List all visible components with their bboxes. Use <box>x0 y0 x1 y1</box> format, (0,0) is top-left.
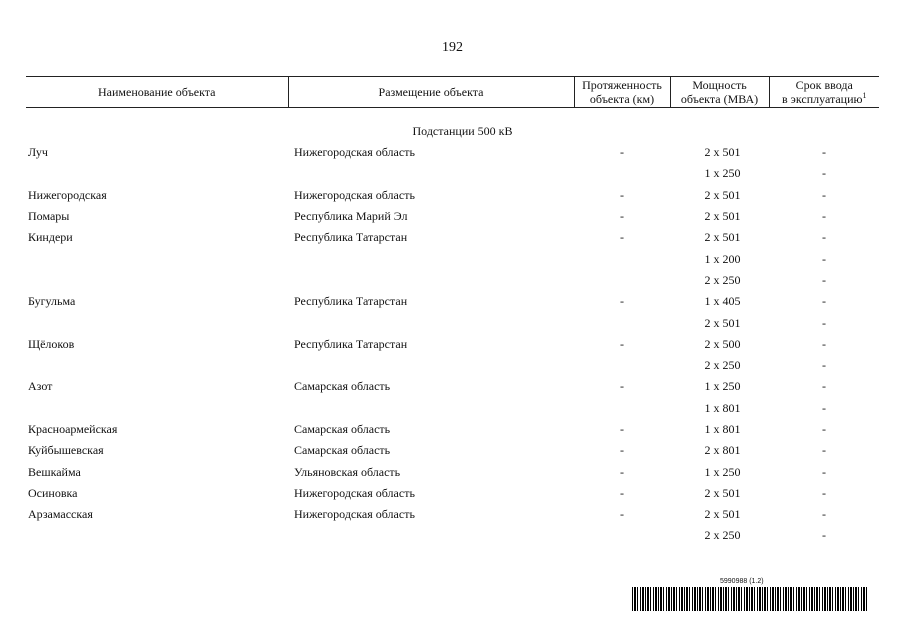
table-row <box>26 419 879 440</box>
cell-power: 2 х 801 <box>704 443 741 458</box>
cell-placement <box>288 248 574 269</box>
cell-term: - <box>822 315 826 330</box>
cell-placement <box>288 270 574 291</box>
section-title: Подстанции 500 кВ <box>412 123 513 138</box>
table-row <box>26 398 879 419</box>
cell-power: 2 х 250 <box>704 358 741 373</box>
header-power: Мощность объекта (МВА) <box>670 77 769 108</box>
spacer-row <box>26 108 879 121</box>
cell-name: Помары <box>28 209 70 224</box>
table-row <box>26 525 879 546</box>
barcode-bars <box>632 587 868 611</box>
cell-power: 1 х 405 <box>704 294 741 309</box>
cell-placement: Нижегородская область <box>294 485 415 500</box>
cell-placement <box>288 163 574 184</box>
table-row <box>26 334 879 355</box>
cell-term: - <box>822 443 826 458</box>
barcode-label: 5990988 (1.2) <box>720 578 764 585</box>
cell-name: Куйбышевская <box>28 443 104 458</box>
cell-placement: Нижегородская область <box>294 507 415 522</box>
cell-term: - <box>822 464 826 479</box>
cell-term: - <box>822 379 826 394</box>
cell-name: Азот <box>28 379 53 394</box>
cell-power: 2 х 501 <box>704 145 741 160</box>
cell-term: - <box>822 145 826 160</box>
substations-table-container <box>26 76 879 547</box>
cell-name <box>26 398 288 419</box>
cell-power: 1 х 801 <box>704 422 741 436</box>
table-row <box>26 355 879 376</box>
cell-name <box>26 312 288 333</box>
cell-term: - <box>822 485 826 500</box>
cell-power: 1 х 801 <box>704 400 741 415</box>
cell-power: 1 х 200 <box>704 251 741 266</box>
cell-length: - <box>620 485 624 500</box>
cell-placement: Самарская область <box>294 443 391 458</box>
cell-name: Киндери <box>28 230 73 245</box>
table-row <box>26 504 879 525</box>
section-row <box>26 120 879 142</box>
barcode <box>632 578 868 614</box>
table-row <box>26 461 879 482</box>
cell-term: - <box>822 209 826 224</box>
cell-length: - <box>620 422 624 436</box>
cell-term: - <box>822 294 826 309</box>
cell-term: - <box>822 507 826 522</box>
cell-name <box>26 163 288 184</box>
header-placement: Размещение объекта <box>288 77 574 108</box>
page-number: 192 <box>442 40 463 55</box>
cell-power: 2 х 500 <box>704 336 741 351</box>
cell-power: 2 х 501 <box>704 187 741 202</box>
table-row <box>26 142 879 163</box>
cell-placement: Самарская область <box>294 379 391 394</box>
header-name: Наименование объекта <box>26 77 288 108</box>
cell-power: 1 х 250 <box>704 379 741 394</box>
cell-length <box>574 312 670 333</box>
cell-placement: Ульяновская область <box>294 464 401 479</box>
cell-length: - <box>620 145 624 160</box>
cell-length: - <box>620 507 624 522</box>
table-row <box>26 248 879 269</box>
cell-name: Луч <box>28 145 48 160</box>
cell-placement <box>288 312 574 333</box>
cell-name: Бугульма <box>28 294 76 309</box>
cell-placement: Республика Татарстан <box>294 294 408 309</box>
cell-placement: Нижегородская область <box>294 187 415 202</box>
cell-placement: Самарская область <box>294 422 391 436</box>
cell-power: 2 х 501 <box>704 485 741 500</box>
cell-power: 1 х 250 <box>704 166 741 181</box>
header-term: Срок ввода в эксплуатацию$^1$ <box>769 77 879 108</box>
substations-table <box>26 76 879 547</box>
table-row <box>26 440 879 461</box>
cell-placement: Республика Марий Эл <box>294 209 408 224</box>
cell-length <box>574 270 670 291</box>
cell-name: Арзамасская <box>28 507 93 522</box>
cell-term: - <box>822 336 826 351</box>
cell-placement <box>288 355 574 376</box>
cell-term: - <box>822 230 826 245</box>
cell-power: 2 х 501 <box>704 507 741 522</box>
cell-term: - <box>822 166 826 181</box>
cell-length <box>574 248 670 269</box>
table-row <box>26 483 879 504</box>
cell-length <box>574 525 670 546</box>
cell-power: 2 х 501 <box>704 230 741 245</box>
cell-power: 2 х 501 <box>704 209 741 224</box>
header-length: Протяженность объекта (км) <box>574 77 670 108</box>
cell-length <box>574 398 670 419</box>
cell-name <box>26 270 288 291</box>
cell-length: - <box>620 230 624 245</box>
cell-length <box>574 163 670 184</box>
cell-length: - <box>620 187 624 202</box>
cell-term: - <box>822 272 826 287</box>
cell-name: Осиновка <box>28 485 78 500</box>
cell-placement <box>288 525 574 546</box>
table-row <box>26 312 879 333</box>
footnote-marker: 1 <box>862 91 867 100</box>
cell-name: Вешкайма <box>28 464 81 479</box>
cell-length: - <box>620 443 624 458</box>
table-row <box>26 206 879 227</box>
cell-name <box>26 525 288 546</box>
cell-term: - <box>822 422 826 436</box>
cell-placement: Республика Татарстан <box>294 336 408 351</box>
cell-power: 2 х 250 <box>704 272 741 287</box>
cell-name: Щёлоков <box>28 336 75 351</box>
table-header-row <box>26 77 879 108</box>
table-row <box>26 291 879 312</box>
cell-term: - <box>822 251 826 266</box>
cell-length: - <box>620 294 624 309</box>
cell-length: - <box>620 379 624 394</box>
cell-length: - <box>620 464 624 479</box>
cell-length: - <box>620 209 624 224</box>
cell-placement: Республика Татарстан <box>294 230 408 245</box>
cell-length <box>574 355 670 376</box>
cell-power: 1 х 250 <box>704 464 741 479</box>
cell-name: Красноармейская <box>28 422 118 436</box>
cell-power: 2 х 250 <box>704 528 741 543</box>
cell-name: Нижегородская <box>28 187 107 202</box>
cell-term: - <box>822 528 826 543</box>
cell-term: - <box>822 187 826 202</box>
cell-placement: Нижегородская область <box>294 145 415 160</box>
table-row <box>26 227 879 248</box>
cell-name <box>26 355 288 376</box>
cell-term: - <box>822 400 826 415</box>
table-row <box>26 185 879 206</box>
cell-term: - <box>822 358 826 373</box>
table-row <box>26 163 879 184</box>
cell-length: - <box>620 336 624 351</box>
table-row <box>26 270 879 291</box>
cell-power: 2 х 501 <box>704 315 741 330</box>
cell-placement <box>288 398 574 419</box>
table-row <box>26 376 879 397</box>
cell-name <box>26 248 288 269</box>
